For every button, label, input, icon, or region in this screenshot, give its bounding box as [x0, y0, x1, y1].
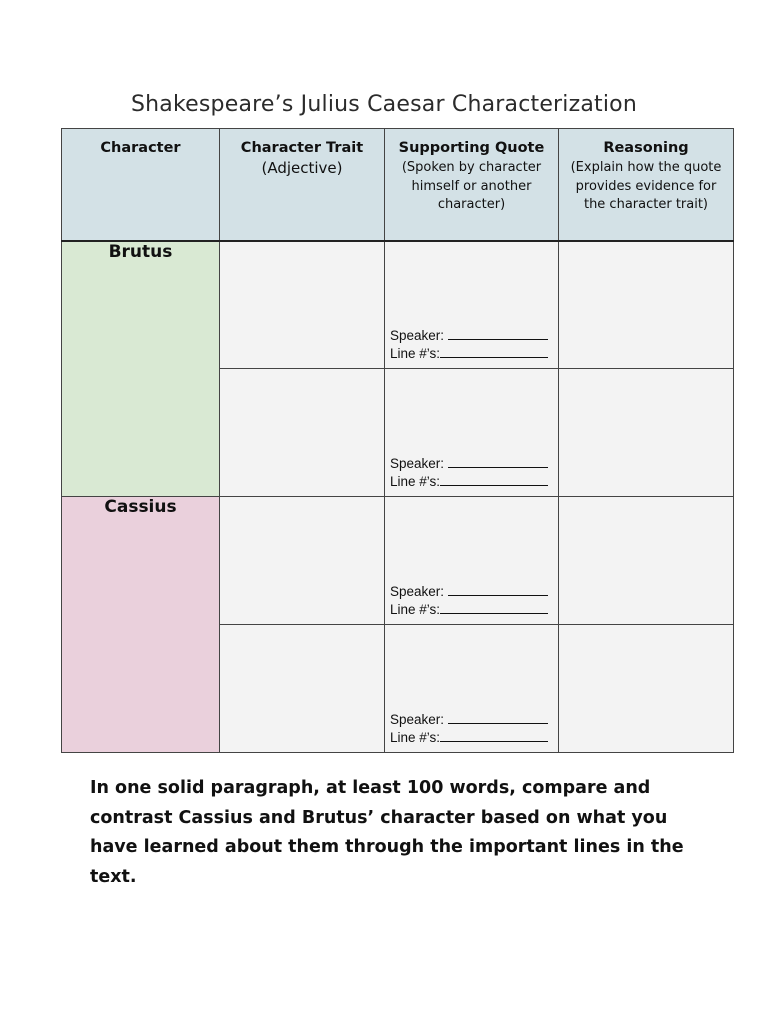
header-reasoning: [559, 129, 734, 241]
line-label: Line #’s:: [390, 473, 441, 489]
quote-cell[interactable]: [385, 497, 559, 625]
speaker-block: [390, 455, 548, 490]
speaker-label: Speaker:: [390, 328, 445, 343]
table-row: [62, 497, 734, 625]
speaker-block: [390, 327, 548, 362]
quote-cell[interactable]: [385, 625, 559, 753]
reasoning-cell[interactable]: [559, 497, 734, 625]
speaker-blank[interactable]: [448, 327, 548, 340]
line-blank[interactable]: [440, 345, 548, 358]
speaker-blank[interactable]: [448, 583, 548, 596]
header-quote-sub: (Spoken by character himself or another character): [401, 160, 542, 212]
header-reasoning-label: Reasoning: [603, 140, 689, 156]
writing-prompt: In one solid paragraph, at least 100 words, compare and contrast Cassius and Brutus’ character based on what you have learned about them through the important lines in the text.: [90, 778, 684, 887]
trait-cell[interactable]: [220, 241, 385, 369]
quote-cell[interactable]: [385, 241, 559, 369]
line-label: Line #’s:: [390, 601, 441, 617]
header-reasoning-sub: (Explain how the quote provides evidence for the character trait): [570, 160, 722, 212]
speaker-label: Speaker:: [390, 712, 445, 727]
reasoning-cell[interactable]: [559, 241, 734, 369]
header-quote: [385, 129, 559, 241]
line-blank[interactable]: [440, 601, 548, 614]
trait-cell[interactable]: [220, 625, 385, 753]
header-row: [62, 129, 734, 241]
page-title: Shakespeare’s Julius Caesar Characterization: [131, 92, 637, 117]
line-blank[interactable]: [440, 473, 548, 486]
speaker-label: Speaker:: [390, 584, 445, 599]
line-label: Line #’s:: [390, 729, 441, 745]
character-brutus: Brutus: [62, 241, 220, 497]
speaker-block: [390, 711, 548, 746]
trait-cell[interactable]: [220, 497, 385, 625]
header-character: [62, 129, 220, 241]
line-blank[interactable]: [440, 729, 548, 742]
speaker-blank[interactable]: [448, 455, 548, 468]
header-trait: [220, 129, 385, 241]
line-label: Line #’s:: [390, 345, 441, 361]
quote-cell[interactable]: [385, 369, 559, 497]
speaker-block: [390, 583, 548, 618]
table-row: [62, 241, 734, 369]
header-trait-sub: (Adjective): [261, 159, 343, 177]
header-quote-label: Supporting Quote: [398, 140, 545, 156]
reasoning-cell[interactable]: [559, 369, 734, 497]
reasoning-cell[interactable]: [559, 625, 734, 753]
header-trait-label: Character Trait: [240, 140, 364, 156]
speaker-blank[interactable]: [448, 711, 548, 724]
character-cassius: Cassius: [62, 497, 220, 753]
characterization-table: [61, 128, 734, 753]
header-character-label: Character: [100, 140, 181, 156]
speaker-label: Speaker:: [390, 456, 445, 471]
trait-cell[interactable]: [220, 369, 385, 497]
